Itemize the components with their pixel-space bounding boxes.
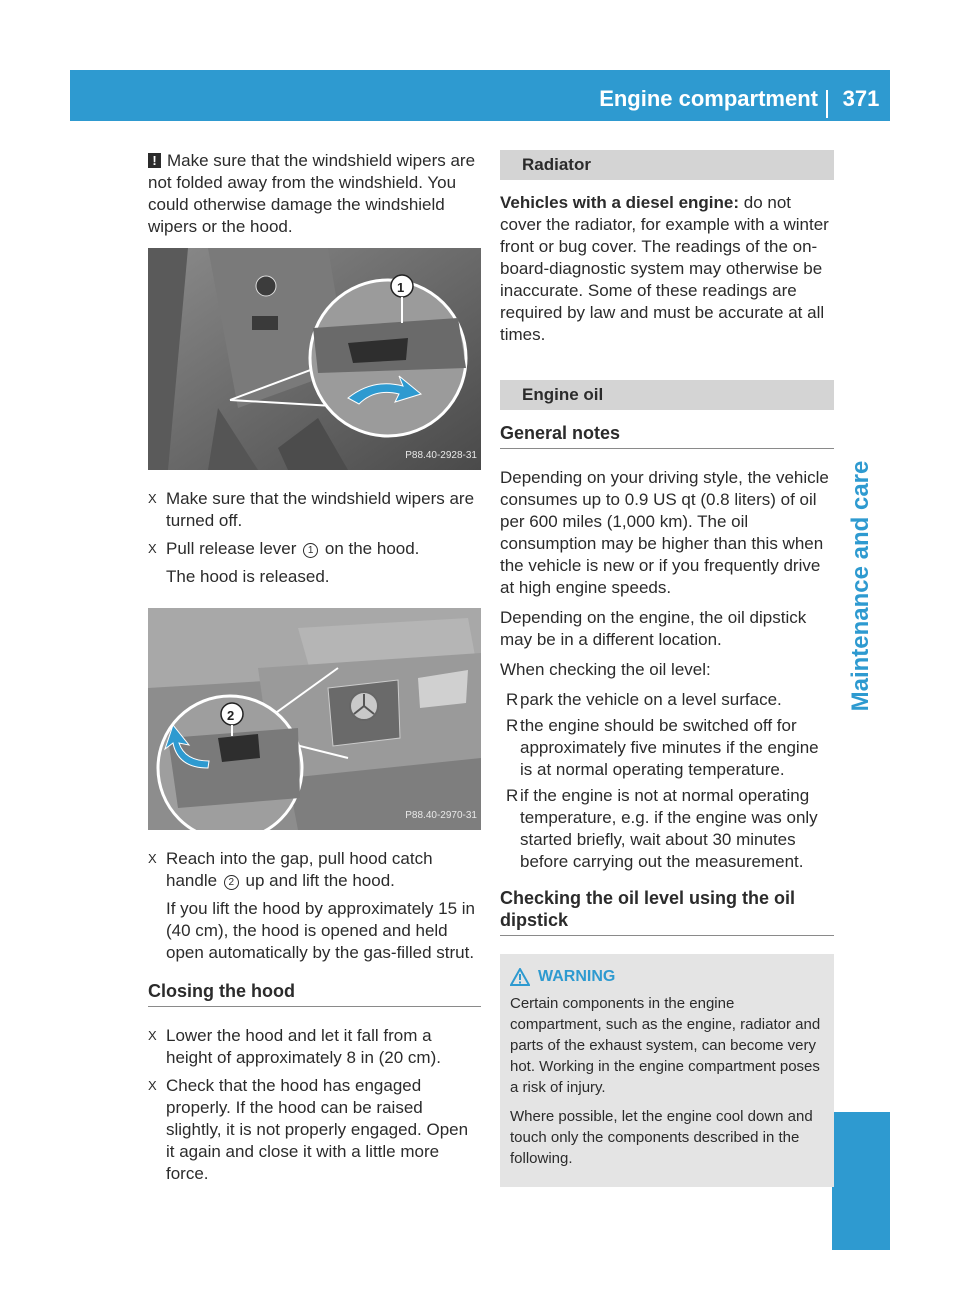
chapter-side-label bbox=[832, 121, 890, 1251]
page-number: 371 bbox=[842, 86, 880, 111]
step-arrow-icon: X bbox=[148, 1028, 157, 1043]
chapter-title: Maintenance and care bbox=[847, 460, 874, 712]
warning-title: WARNING bbox=[538, 968, 616, 985]
list-item-text: if the engine is not at normal operating temperature, e.g. if the engine was only started briefly, wait about 30 minutes before carrying out the measurement. bbox=[520, 786, 818, 871]
bullet-icon: R bbox=[506, 716, 519, 735]
step-wipers-off bbox=[148, 488, 481, 532]
step-arrow-icon: X bbox=[148, 541, 157, 556]
header-bar bbox=[70, 70, 890, 121]
step-check-engaged bbox=[148, 1075, 481, 1185]
section-title: Engine compartment bbox=[599, 86, 818, 111]
step-text: up and lift the hood. bbox=[245, 871, 395, 890]
engine-oil-heading: Engine oil bbox=[500, 380, 834, 410]
step-result: The hood is released. bbox=[166, 567, 330, 586]
bullet-icon: R bbox=[506, 786, 519, 805]
left-column bbox=[148, 150, 481, 1191]
list-item bbox=[500, 785, 834, 873]
step-arrow-icon: X bbox=[148, 1078, 157, 1093]
oil-consumption-text: Depending on your driving style, the vehicle consumes up to 0.9 US qt (0.8 liters) of oil per 600 miles (1,000 km). The oil consumption may be higher than this when the vehicle is new or if you frequently drive at high engine speeds. bbox=[500, 468, 829, 597]
callout-2: 2 bbox=[227, 708, 235, 723]
step-text: Make sure that the windshield wipers are turned off. bbox=[166, 489, 475, 530]
closing-hood-heading: Closing the hood bbox=[148, 980, 481, 1007]
release-lever-illustration bbox=[148, 248, 481, 470]
warning-text: Certain components in the engine compartment, such as the engine, radiator and parts of the exhaust system, can become very hot. Working in the engine compartment poses a risk of injury. bbox=[510, 995, 821, 1096]
list-item-text: park the vehicle on a level surface. bbox=[520, 690, 782, 709]
step-arrow-icon: X bbox=[148, 851, 157, 866]
checking-intro-text: When checking the oil level: bbox=[500, 660, 711, 679]
warning-text: Where possible, let the engine cool down and touch only the components described in the following. bbox=[510, 1108, 813, 1167]
warning-box bbox=[500, 954, 834, 1187]
step-pull-catch bbox=[148, 848, 481, 892]
photo-release-lever bbox=[148, 248, 481, 470]
photo-caption: P88.40-2970-31 bbox=[405, 810, 477, 821]
callout-1: 1 bbox=[397, 280, 405, 295]
list-item bbox=[500, 715, 834, 781]
callout-ref-1: 1 bbox=[303, 543, 318, 558]
step-text: Lower the hood and let it fall from a height of approximately 8 in (20 cm). bbox=[166, 1026, 441, 1067]
photo-caption: P88.40-2928-31 bbox=[405, 450, 477, 461]
hood-catch-illustration bbox=[148, 608, 481, 830]
dipstick-location-text: Depending on the engine, the oil dipstick may be in a different location. bbox=[500, 608, 807, 649]
photo-hood-catch bbox=[148, 608, 481, 830]
damage-note-text: Make sure that the windshield wipers are not folded away from the windshield. You could otherwise damage the windshield wipers or the hood. bbox=[148, 151, 476, 236]
warning-header bbox=[510, 966, 826, 987]
radiator-bold: Vehicles with a diesel engine: bbox=[500, 193, 740, 212]
callout-ref-2: 2 bbox=[224, 875, 239, 890]
notice-icon: ! bbox=[148, 153, 161, 168]
header-divider bbox=[826, 90, 828, 118]
damage-note bbox=[148, 150, 481, 238]
radiator-text bbox=[500, 192, 834, 346]
step-result: If you lift the hood by approximately 15 in (40 cm), the hood is opened and held open automatically by the gas-filled strut. bbox=[166, 899, 476, 962]
step-text: on the hood. bbox=[324, 539, 420, 558]
warning-triangle-icon bbox=[510, 968, 530, 986]
right-column bbox=[500, 150, 834, 1187]
step-lower-hood bbox=[148, 1025, 481, 1069]
step-text: Check that the hood has engaged properly. If the hood can be raised slightly, it is not properly engaged. Open it again and close it with a little more force. bbox=[166, 1076, 469, 1183]
general-notes-heading: General notes bbox=[500, 422, 834, 449]
chapter-tab bbox=[832, 1112, 890, 1250]
step-text: Reach into the gap, pull hood catch handle bbox=[166, 849, 433, 890]
dipstick-heading: Checking the oil level using the oil dipstick bbox=[500, 887, 834, 936]
bullet-icon: R bbox=[506, 690, 519, 709]
step-arrow-icon: X bbox=[148, 491, 157, 506]
radiator-heading: Radiator bbox=[500, 150, 834, 180]
step-text: Pull release lever bbox=[166, 539, 297, 558]
step-pull-lever bbox=[148, 538, 481, 560]
list-item-text: the engine should be switched off for approximately five minutes if the engine is at normal operating temperature. bbox=[520, 716, 819, 779]
list-item bbox=[500, 689, 834, 711]
radiator-body: do not cover the radiator, for example with a winter front or bug cover. The readings of the on-board-diagnostic system may otherwise be inaccurate. Some of these readings are required by law and must be accurate at all times. bbox=[500, 193, 829, 344]
